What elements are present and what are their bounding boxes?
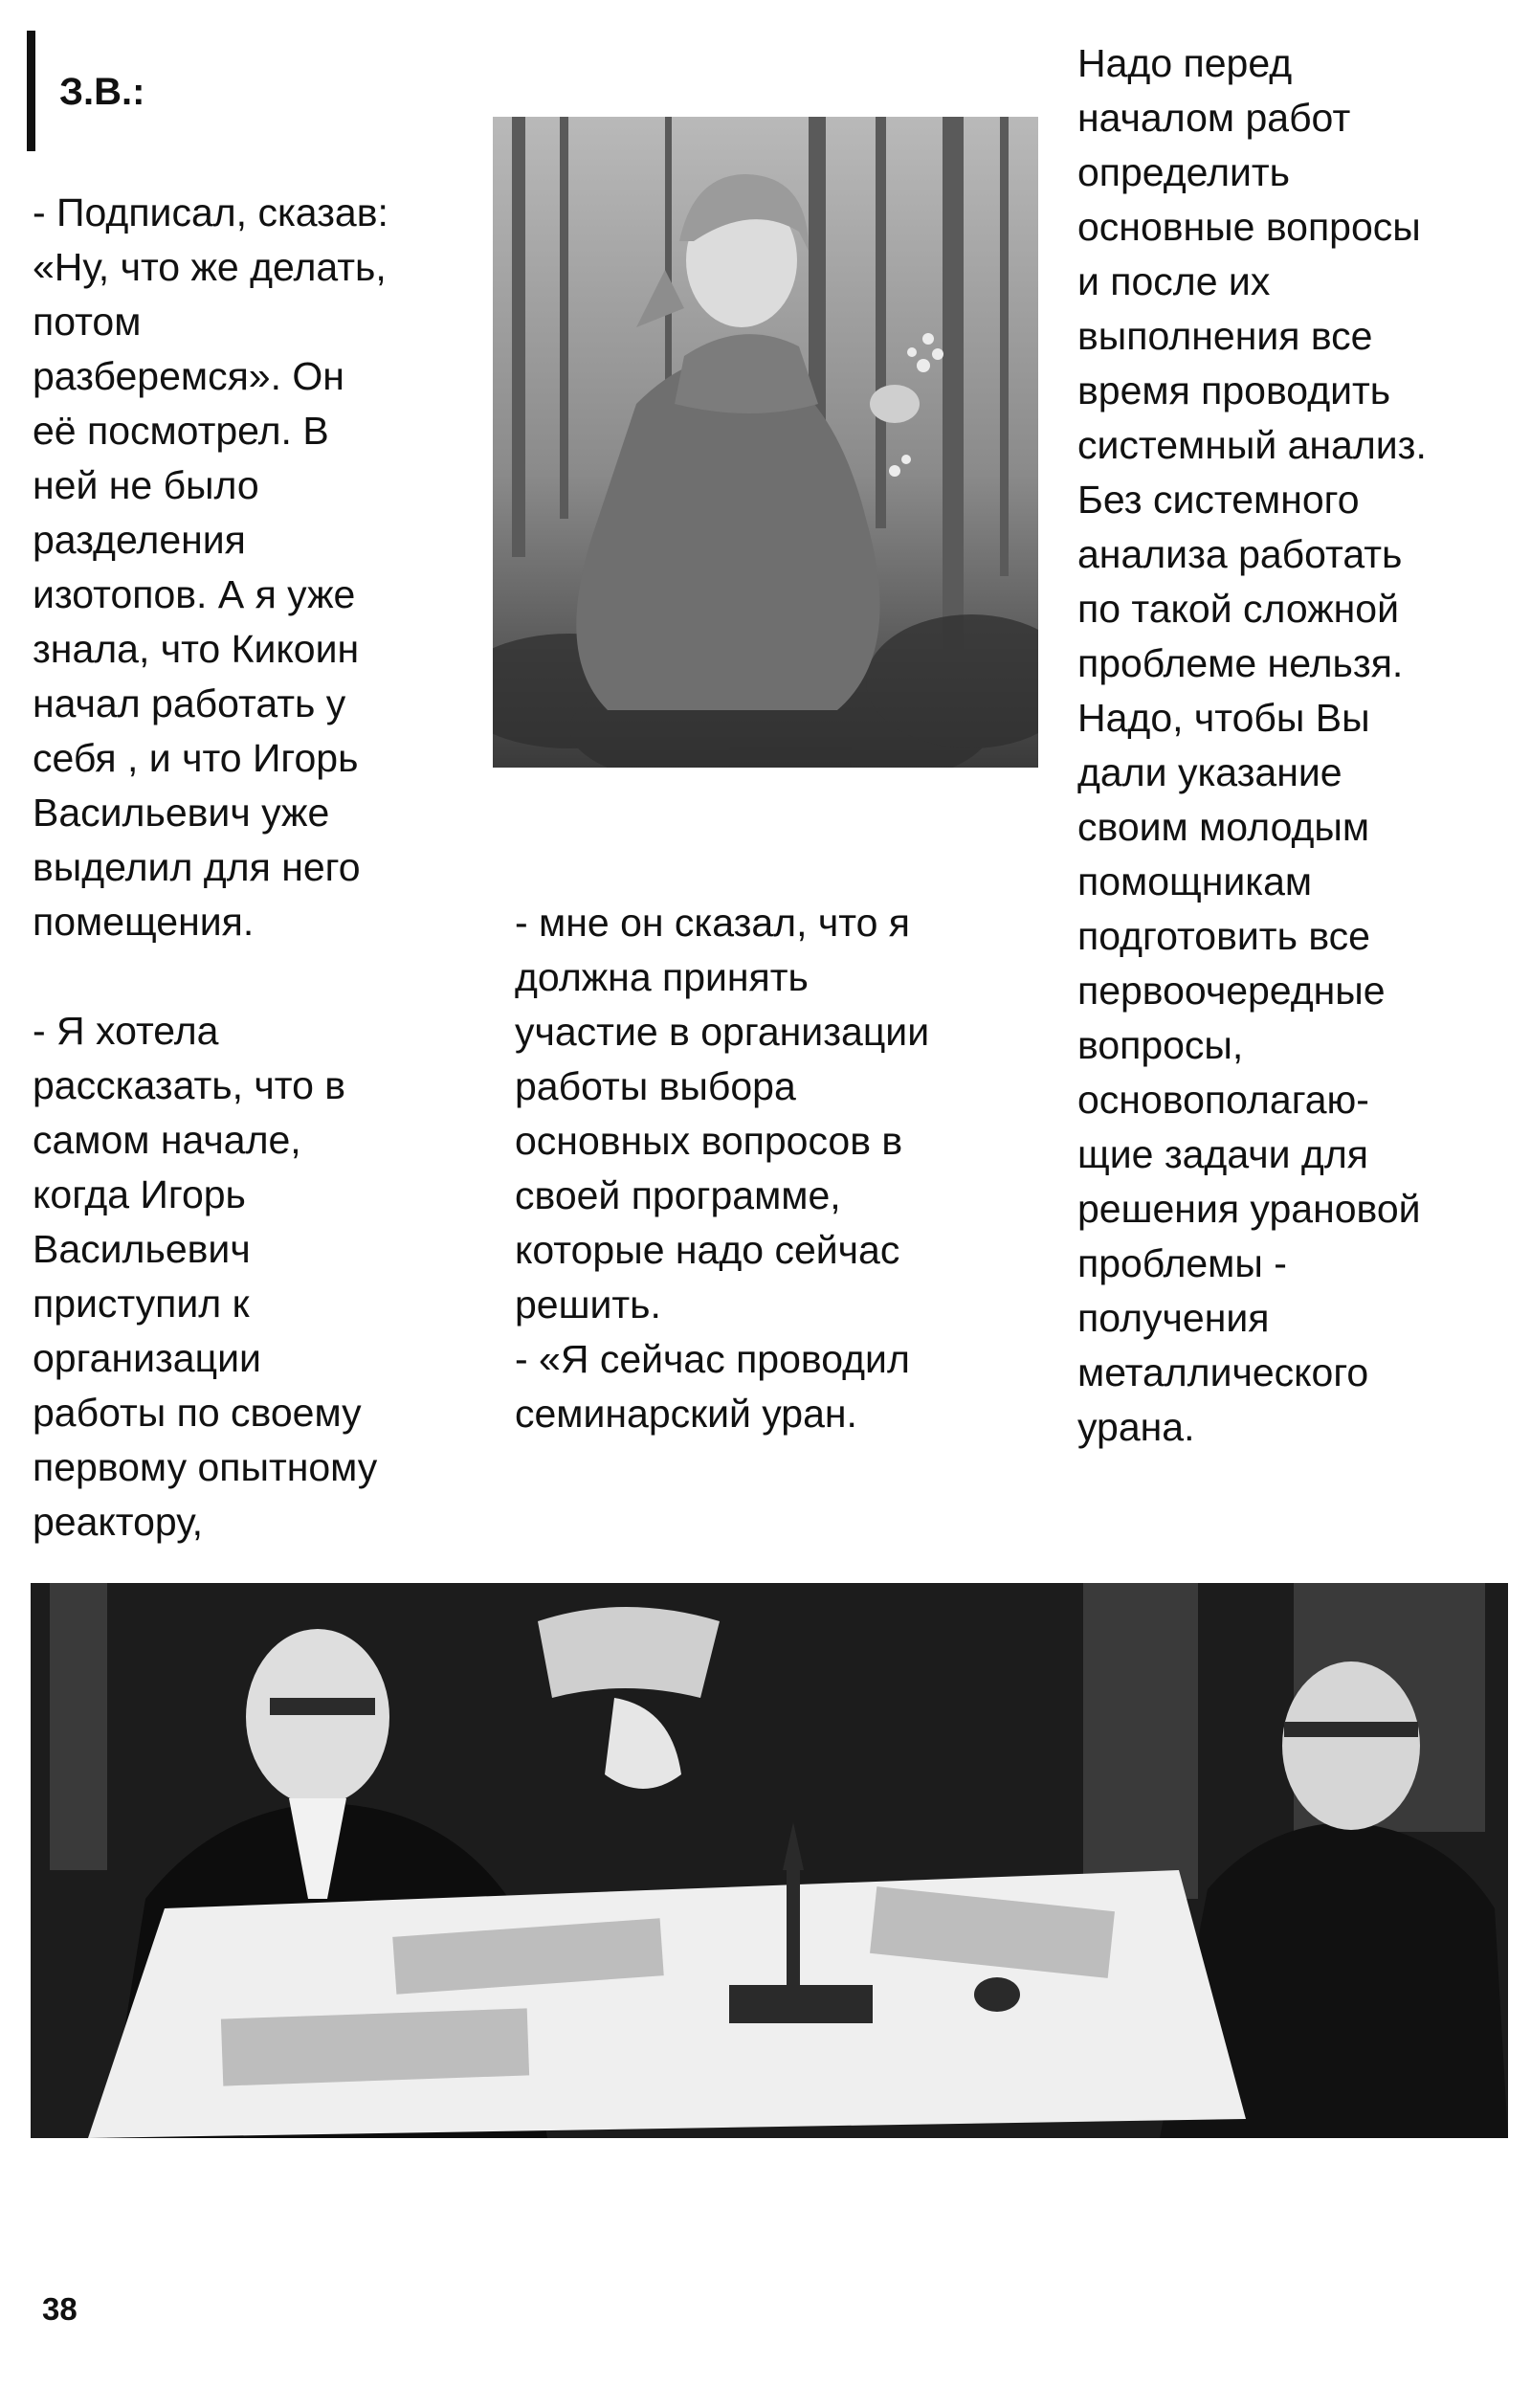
text-column-right (1077, 36, 1527, 1455)
text-column-middle (515, 896, 1051, 1441)
paragraph: - мне он сказал, что я должна принять участие в организации работы выбора основных вопросов в своей программе, которые надо сейчас решить. (515, 901, 930, 1327)
speaker-marker-bar (27, 31, 35, 151)
page-number: 38 (42, 2291, 78, 2327)
speaker-label: З.В.: (59, 71, 145, 113)
photo-woman-in-forest (493, 117, 1038, 768)
paragraph: - «Я сейчас проводил семинарский уран. (515, 1337, 910, 1436)
photo-men-at-desk (31, 1583, 1508, 2138)
paragraph: - Я хотела рассказать, что в самом начале, когда Игорь Васильевич приступил к организации работы по своему первому опытному реактору, (33, 1009, 378, 1544)
paragraph: - Подписал, сказав: «Ну, что же делать, потом разберемся». Он её посмотрел. В ней не было разделения изотопов. А я уже знала, что Кикоин начал работать у себя , и что Игорь Васильевич уже выделил для него помещения. (33, 190, 388, 944)
text-column-left (33, 186, 487, 1550)
paragraph: Надо перед началом работ определить основные вопросы и после их выполнения все время проводить системный анализ. Без системного анализа работать по такой сложной проблеме нельзя. Надо, чтобы Вы дали указание своим молодым помощникам подготовить все первоочередные вопросы, основополагаю- щие задачи для решения урановой проблемы - получения металлического урана. (1077, 41, 1427, 1449)
